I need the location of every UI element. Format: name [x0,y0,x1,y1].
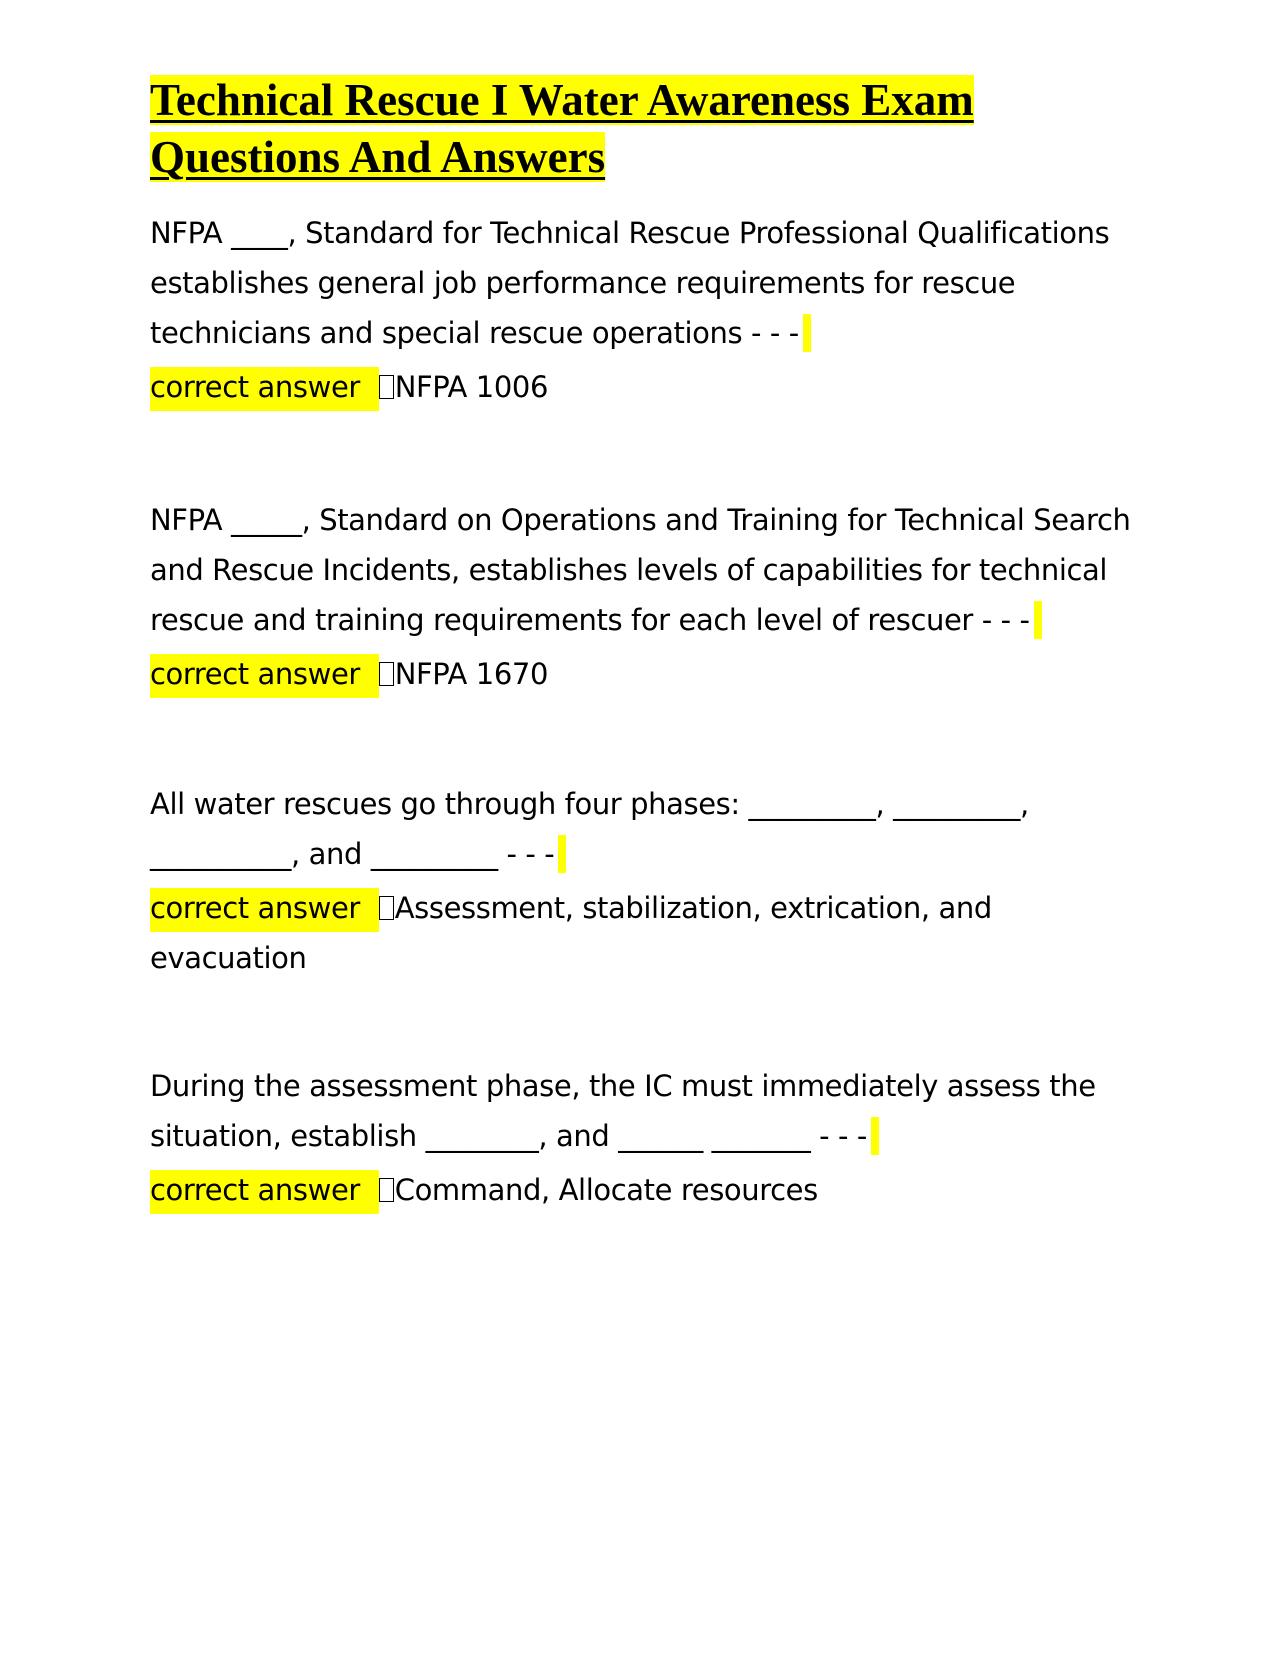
question-3: All water rescues go through four phases: _________, _________, __________, and _________ - - - [150,787,1029,871]
answer-line [150,649,1140,699]
answer-line [150,1165,1140,1215]
question-text [150,495,1140,645]
title-line-1: Technical Rescue I Water Awareness Exam [150,75,974,125]
question-1: NFPA ____, Standard for Technical Rescue Professional Qualifications establishes general job performance requirements for rescue technicians and special rescue operations - - - [150,216,1110,350]
answer-1: NFPA 1006 [394,370,549,404]
answer-label: correct answer [150,888,379,932]
answer-label: correct answer [150,367,379,411]
qa-item-1 [150,208,1140,412]
answer-3: Assessment, stabilization, extrication, and evacuation [150,891,992,975]
answer-label: correct answer [150,654,379,698]
answer-label: correct answer [150,1170,379,1214]
answer-4: Command, Allocate resources [394,1173,818,1207]
document-page [150,72,1140,1215]
qa-item-4 [150,1061,1140,1215]
qa-item-2 [150,495,1140,699]
question-text [150,1061,1140,1161]
document-title [150,72,1140,186]
missing-glyph-icon [379,375,394,399]
highlight-marker [558,835,566,873]
answer-line [150,883,1140,983]
missing-glyph-icon [379,896,394,920]
answer-line [150,362,1140,412]
qa-item-3 [150,779,1140,983]
question-text [150,779,1140,879]
question-text [150,208,1140,358]
missing-glyph-icon [379,1178,394,1202]
highlight-marker [871,1117,879,1155]
question-4: During the assessment phase, the IC must immediately assess the situation, establish ________, and ______ _______ - - - [150,1069,1096,1153]
question-2: NFPA _____, Standard on Operations and Training for Technical Search and Rescue Incidents, establishes levels of capabilities for technical rescue and training requirements for each level of rescuer - - - [150,503,1131,637]
title-line-2: Questions And Answers [150,132,606,182]
highlight-marker [1034,601,1042,639]
highlight-marker [803,314,811,352]
answer-2: NFPA 1670 [394,657,549,691]
missing-glyph-icon [379,662,394,686]
